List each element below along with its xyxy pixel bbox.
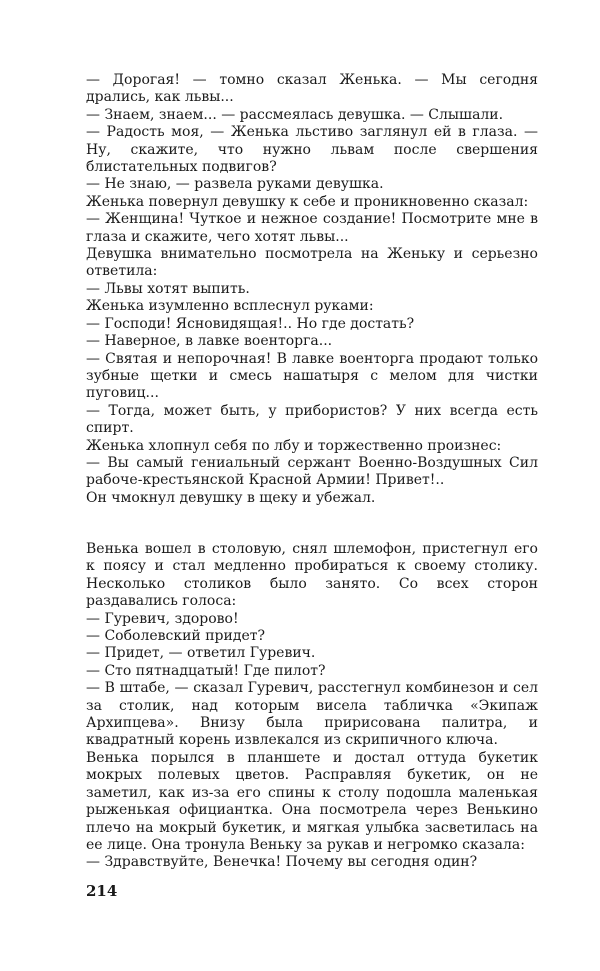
paragraph: — Дорогая! — томно сказал Женька. — Мы сегодня дрались, как львы... [86,72,538,106]
paragraph: Девушка внимательно посмотрела на Женьку и серьезно ответила: [86,246,538,280]
page-number: 214 [86,882,118,900]
paragraph: Женька изумленно всплеснул руками: [86,298,374,315]
paragraph: Он чмокнул девушку в щеку и убежал. [86,489,376,506]
paragraph: — Не знаю, — развела руками девушка. [86,176,384,193]
paragraph: — Придет, — ответил Гуревич. [86,645,316,662]
paragraph: — Господи! Ясновидящая!.. Но где достать? [86,315,415,332]
paragraph: — Львы хотят выпить. [86,280,250,297]
paragraph: — Святая и непорочная! В лавке военторга продают только зубные щетки и смесь нашатыря с мелом для чистки пуговиц... [86,350,538,402]
paragraph: — Гуревич, здорово! [86,610,239,627]
paragraph: — Здравствуйте, Венечка! Почему вы сегодня один? [86,854,478,871]
text-section-1 [86,72,538,507]
paragraph: — Знаем, знаем... — рассмеялась девушка. — Слышали. [86,106,504,123]
paragraph: — Радость моя, — Женька льстиво заглянул ей в глаза. — Ну, скажите, что нужно львам после свершения блистательных подвигов? [86,124,538,176]
paragraph: — Вы самый гениальный сержант Военно-Воздушных Сил рабоче-крестьянской Красной Армии! Привет!.. [86,454,538,489]
paragraph: — Тогда, может быть, у прибористов? У них всегда есть спирт. [86,402,538,437]
paragraph: Женька хлопнул себя по лбу и торжественно произнес: [86,437,502,454]
paragraph: — Наверное, в лавке военторга... [86,333,333,350]
paragraph: — В штабе, — сказал Гуревич, расстегнул комбинезон и сел за столик, над которым висела табличка «Экипаж Архипцева». Внизу была пририсована палитра, и квадратный корень извлекался из скрипичного ключа. [86,680,538,749]
paragraph: — Соболевский придет? [86,628,265,645]
paragraph: — Женщина! Чуткое и нежное создание! Посмотрите мне в глаза и скажите, чего хотят львы... [86,211,538,245]
text-section-2 [86,541,538,872]
paragraph: — Сто пятнадцатый! Где пилот? [86,662,326,679]
paragraph: Венька порылся в планшете и достал оттуда букетик мокрых полевых цветов. Расправляя букетик, он не заметил, как из-за его спины к столу подошла маленькая рыженькая официантка. Она посмотрела через Венькино плечо на мокрый букетик, и мягкая улыбка засветилась на ее лице. Она тронула Веньку за рукав и негромко сказала: [86,749,538,853]
paragraph: Женька повернул девушку к себе и проникновенно сказал: [86,193,529,210]
paragraph: Венька вошел в столовую, снял шлемофон, пристегнул его к поясу и стал медленно пробираться к своему столику. Несколько столиков было занято. Со всех сторон раздавались голоса: [86,541,538,610]
